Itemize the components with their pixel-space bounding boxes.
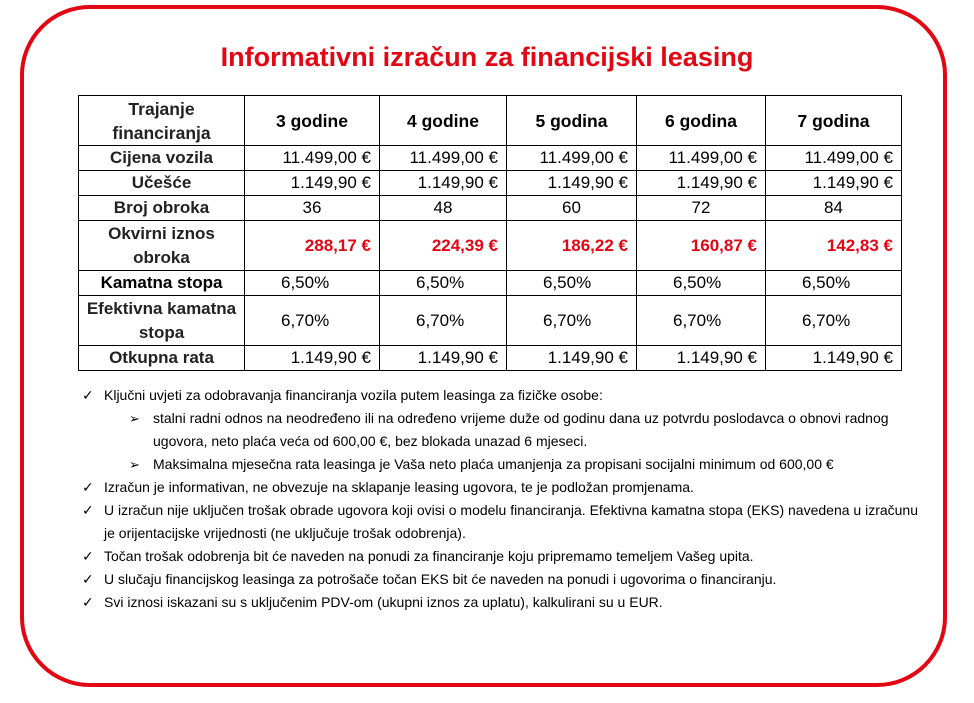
table-cell: 11.499,00 € — [766, 146, 902, 171]
table-cell: 6,50% — [507, 271, 637, 296]
note-item — [82, 591, 932, 614]
note-item — [82, 476, 932, 499]
table-cell: 6,50% — [766, 271, 902, 296]
row-label: Otkupna rata — [79, 346, 245, 371]
note-text: U slučaju financijskog leasinga za potrošače točan EKS bit će naveden na ponudi i ugovorima o financiranju. — [104, 571, 777, 587]
table-cell: 6,50% — [380, 271, 507, 296]
table-row — [79, 146, 902, 171]
sub-note-item — [82, 453, 932, 476]
note-item — [82, 384, 932, 407]
notes-list — [82, 384, 932, 614]
table-cell: 288,17 € — [245, 221, 380, 271]
header-col: 3 godine — [245, 96, 380, 146]
arrow-icon: ➢ — [129, 457, 140, 472]
table-cell: 11.499,00 € — [245, 146, 380, 171]
table-cell: 6,50% — [637, 271, 766, 296]
table-cell: 6,70% — [507, 296, 637, 346]
sub-note-text: Maksimalna mjesečna rata leasinga je Vaša neto plaća umanjenja za propisani socijalni minimum od 600,00 € — [153, 456, 834, 472]
check-icon: ✓ — [82, 548, 94, 564]
leasing-table — [78, 95, 902, 371]
table-cell: 11.499,00 € — [637, 146, 766, 171]
row-label: Kamatna stopa — [79, 271, 245, 296]
header-col: 5 godina — [507, 96, 637, 146]
table-row — [79, 196, 902, 221]
note-text: U izračun nije uključen trošak obrade ugovora koji ovisi o modelu financiranja. Efektivna kamatna stopa (EKS) navedena u izračunu je orijentacijske vrijednosti (ne uključuje trošak odobrenja). — [104, 502, 919, 541]
check-icon: ✓ — [82, 387, 94, 403]
row-label: Cijena vozila — [79, 146, 245, 171]
table-cell: 72 — [637, 196, 766, 221]
check-icon: ✓ — [82, 594, 94, 610]
header-label: Trajanje financiranja — [79, 96, 245, 146]
table-header-row — [79, 96, 902, 146]
table-cell: 1.149,90 € — [637, 171, 766, 196]
table-row — [79, 271, 902, 296]
check-icon: ✓ — [82, 571, 94, 587]
table-cell: 11.499,00 € — [380, 146, 507, 171]
table-cell: 48 — [380, 196, 507, 221]
note-item — [82, 568, 932, 591]
table-cell: 1.149,90 € — [507, 171, 637, 196]
header-col: 4 godine — [380, 96, 507, 146]
table-cell: 160,87 € — [637, 221, 766, 271]
table-row — [79, 221, 902, 271]
row-label: Efektivna kamatna stopa — [79, 296, 245, 346]
sub-note-text: stalni radni odnos na neodređeno ili na određeno vrijeme duže od godinu dana uz potvrdu poslodavca o obnovi radnog ugovora, neto plaća veća od 600,00 €, bez blokada unazad 6 mjeseci. — [153, 410, 889, 449]
note-item — [82, 499, 932, 545]
sub-note-item — [82, 407, 932, 453]
table-cell: 6,70% — [245, 296, 380, 346]
table-cell: 1.149,90 € — [380, 171, 507, 196]
table-cell: 6,50% — [245, 271, 380, 296]
table-cell: 1.149,90 € — [245, 346, 380, 371]
note-text: Točan trošak odobrenja bit će naveden na ponudi za financiranje koju pripremamo temeljem Vašeg upita. — [104, 548, 754, 564]
table-cell: 36 — [245, 196, 380, 221]
note-text: Izračun je informativan, ne obvezuje na sklapanje leasing ugovora, te je podložan promjenama. — [104, 479, 694, 495]
table-cell: 11.499,00 € — [507, 146, 637, 171]
row-label: Okvirni iznos obroka — [79, 221, 245, 271]
note-text: Ključni uvjeti za odobravanja financiranja vozila putem leasinga za fizičke osobe: — [104, 387, 603, 403]
table-cell: 224,39 € — [380, 221, 507, 271]
table-cell: 6,70% — [380, 296, 507, 346]
table-row — [79, 346, 902, 371]
table-cell: 1.149,90 € — [637, 346, 766, 371]
table-cell: 1.149,90 € — [766, 346, 902, 371]
page-title: Informativni izračun za financijski leasing — [220, 42, 754, 72]
row-label: Učešće — [79, 171, 245, 196]
note-text: Svi iznosi iskazani su s uključenim PDV-om (ukupni iznos za uplatu), kalkulirani su u EUR. — [104, 594, 663, 610]
table-cell: 1.149,90 € — [380, 346, 507, 371]
check-icon: ✓ — [82, 502, 94, 518]
header-col: 6 godina — [637, 96, 766, 146]
header-col: 7 godina — [766, 96, 902, 146]
arrow-icon: ➢ — [129, 411, 140, 426]
table-cell: 6,70% — [637, 296, 766, 346]
table-row — [79, 296, 902, 346]
table-cell: 1.149,90 € — [245, 171, 380, 196]
table-cell: 1.149,90 € — [507, 346, 637, 371]
table-row — [79, 171, 902, 196]
check-icon: ✓ — [82, 479, 94, 495]
table-cell: 84 — [766, 196, 902, 221]
table-cell: 1.149,90 € — [766, 171, 902, 196]
table-cell: 142,83 € — [766, 221, 902, 271]
table-cell: 60 — [507, 196, 637, 221]
table-cell: 186,22 € — [507, 221, 637, 271]
table-cell: 6,70% — [766, 296, 902, 346]
note-item — [82, 545, 932, 568]
row-label: Broj obroka — [79, 196, 245, 221]
